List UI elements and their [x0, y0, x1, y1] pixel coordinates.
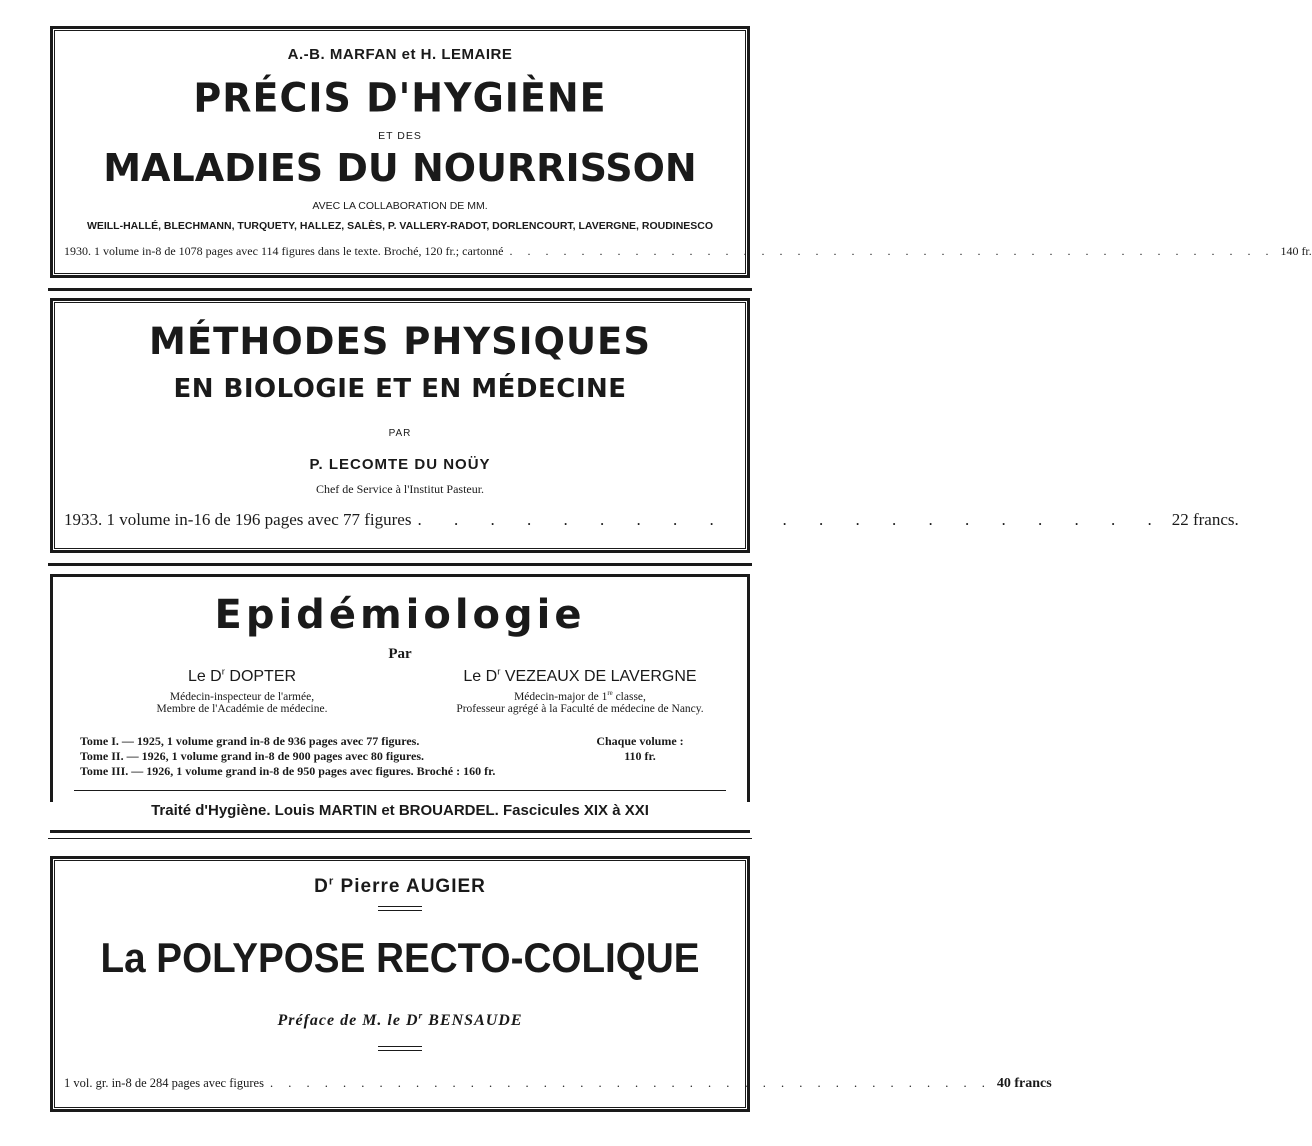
- short-rule: [378, 1046, 422, 1047]
- tome-item: Tome II. — 1926, 1 volume grand in-8 de 900 pages avec 80 figures.: [80, 749, 425, 763]
- leader-dots: . . . . . . . . . . . . . . . . . . . . . . . . . . . . . . . . . . . . . . . .: [269, 1076, 991, 1090]
- author-name: Pierre AUGIER: [334, 876, 486, 897]
- price: 22 francs.: [1171, 510, 1239, 529]
- publication-details: 1930. 1 volume in-8 de 1078 pages avec 114 figures dans le texte. Broché, 120 fr.; cartonné: [64, 244, 504, 258]
- preface-a: Préface de M. le D: [277, 1012, 419, 1029]
- short-rule: [378, 1050, 422, 1051]
- collaboration-intro: AVEC LA COLLABORATION DE MM.: [312, 200, 488, 212]
- author-2-line-1b: classe,: [612, 691, 646, 703]
- ad-precis-hygiene: [50, 26, 1312, 278]
- short-rule: [378, 910, 422, 911]
- price: 40 francs: [996, 1076, 1052, 1091]
- title: La POLYPOSE RECTO-COLIQUE: [100, 934, 700, 981]
- each-volume-label: Chaque volume :: [596, 734, 684, 748]
- author: [50, 876, 750, 898]
- separator-rule: [48, 563, 752, 566]
- author-2-sup: r: [497, 666, 501, 678]
- short-rule: [378, 906, 422, 907]
- publication-details: 1933. 1 volume in-16 de 196 pages avec 77 figures: [64, 510, 412, 529]
- tome-item: Tome III. — 1926, 1 volume grand in-8 de 950 pages avec figures. Broché : 160 fr.: [80, 764, 496, 778]
- author-2: [415, 668, 745, 715]
- preface-b: BENSAUDE: [423, 1012, 523, 1029]
- series-line: Traité d'Hygiène. Louis MARTIN et BROUARDEL. Fascicules XIX à XXI: [151, 802, 649, 819]
- preface: [50, 1012, 750, 1030]
- price: 140 fr.: [1280, 244, 1312, 258]
- tome-list: [80, 734, 495, 779]
- publication-details: 1 vol. gr. in-8 de 284 pages avec figures: [64, 1076, 264, 1090]
- author-2-line-1-sup: re: [607, 690, 613, 698]
- title-line-2: EN BIOLOGIE ET EN MÉDECINE: [173, 374, 627, 404]
- preface-sup: r: [418, 1010, 424, 1022]
- title-line-1: MÉTHODES PHYSIQUES: [149, 320, 651, 363]
- leader-dots: . . . . . . . . . . . . . . . . . . . . .: [417, 510, 1166, 529]
- author-1-line-1: Médecin-inspecteur de l'armée,: [169, 691, 315, 703]
- ad-methodes-physiques: [50, 298, 1239, 553]
- author-2-name: VEZEAUX DE LAVERGNE: [500, 668, 697, 685]
- top-rule: [50, 574, 750, 577]
- ad-polypose: [50, 856, 1052, 1112]
- publication-line: [64, 1076, 1052, 1092]
- leader-dots: . . . . . . . . . . . . . . . . . . . . . . . . . . . . . . . . . . . . . . . . . . .: [509, 244, 1275, 258]
- separator-rule: [48, 288, 752, 291]
- publication-line: [64, 244, 1312, 259]
- author-2-line-2: Professeur agrégé à la Faculté de médecine de Nancy.: [456, 703, 704, 715]
- title-line-1: PRÉCIS D'HYGIÈNE: [193, 74, 607, 122]
- author-1-sup: r: [221, 666, 225, 678]
- each-volume-price: 110 fr.: [624, 749, 656, 763]
- author-1-line-2: Membre de l'Académie de médecine.: [156, 703, 328, 715]
- author-1-name: DOPTER: [224, 668, 297, 685]
- collaborators: WEILL-HALLÉ, BLECHMANN, TURQUETY, HALLEZ, SALÈS, P. VALLERY-RADOT, DORLENCOURT, LAVERGNE, ROUDINESCO: [86, 220, 714, 232]
- volume-price: [570, 734, 710, 764]
- author: P. LECOMTE DU NOÜY: [309, 456, 491, 473]
- author-2-prefix: Le D: [463, 668, 498, 685]
- authors: A.-B. MARFAN et H. LEMAIRE: [287, 46, 513, 63]
- separator-rule: [48, 838, 752, 839]
- inner-rule: [74, 790, 726, 791]
- title-line-2: MALADIES DU NOURRISSON: [103, 146, 697, 190]
- author-2-line-1a: Médecin-major de 1: [514, 691, 608, 703]
- title: Epidémiologie: [214, 592, 586, 638]
- author-sup: r: [328, 875, 335, 888]
- author-prefix: D: [314, 876, 329, 897]
- publication-line: [64, 510, 1239, 530]
- tome-item: Tome I. — 1925, 1 volume grand in-8 de 936 pages avec 77 figures.: [80, 734, 420, 748]
- author-1-prefix: Le D: [187, 668, 222, 685]
- par-label: Par: [388, 646, 412, 662]
- author-1: [112, 668, 372, 715]
- par-label: PAR: [388, 428, 412, 439]
- bottom-rule: [50, 830, 750, 833]
- title-conjunction: ET DES: [378, 130, 422, 142]
- author-role: Chef de Service à l'Institut Pasteur.: [315, 482, 485, 496]
- ad-epidemiologie: [50, 574, 750, 832]
